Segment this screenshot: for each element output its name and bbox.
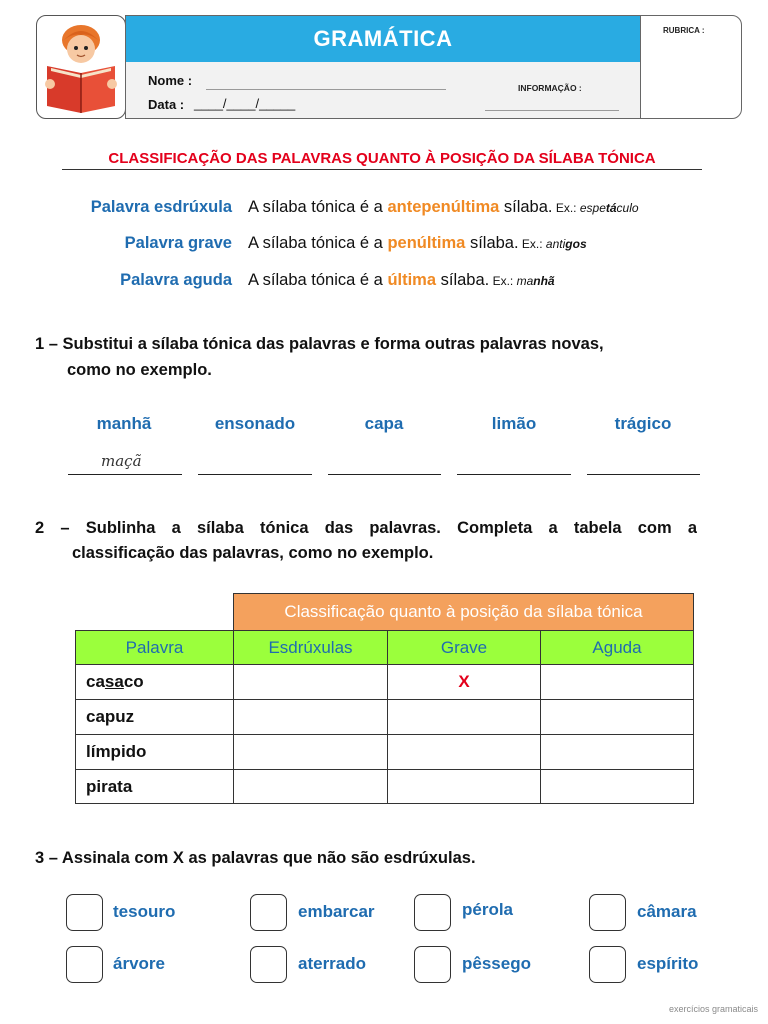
definition-text: [248, 196, 639, 219]
esdruxulas-cell[interactable]: [234, 700, 388, 735]
option-word: pérola: [462, 900, 514, 919]
source-word: trágico: [614, 414, 672, 433]
exercise-text: – Assinala com X as palavras que não são esdrúxulas.: [44, 849, 476, 867]
example-label: Ex.:: [552, 201, 580, 215]
header-box: [125, 15, 641, 119]
definition-text: [248, 232, 587, 255]
answer-line[interactable]: [68, 474, 182, 475]
underlined-syllable: sa: [104, 672, 124, 691]
exercise-text: – Substitui a sílaba tónica das palavras e forma outras palavras novas,: [44, 335, 604, 353]
definition-prefix: A sílaba tónica é a: [248, 198, 388, 216]
word-cell: [76, 700, 234, 735]
word-part: ca: [86, 672, 105, 691]
column-header: Grave: [388, 631, 541, 665]
aguda-cell[interactable]: [541, 700, 694, 735]
table-corner: [76, 594, 234, 631]
example-word: [517, 274, 555, 288]
source-word: manhã: [96, 414, 152, 433]
logo-box: [36, 15, 126, 119]
answer-line[interactable]: [587, 474, 700, 475]
definition-term: Palavra grave: [124, 234, 232, 252]
answer-line[interactable]: [328, 474, 441, 475]
definition-prefix: A sílaba tónica é a: [248, 234, 388, 252]
example-word: [580, 201, 639, 215]
grave-cell[interactable]: [388, 700, 541, 735]
word-cell: [76, 770, 234, 804]
answer-line[interactable]: [457, 474, 571, 475]
esdruxulas-cell[interactable]: [234, 665, 388, 700]
source-word: ensonado: [214, 414, 296, 433]
classification-table: [75, 593, 694, 804]
option-word: espírito: [637, 954, 699, 973]
footer-text: exercícios gramaticais: [668, 1004, 758, 1014]
example-stress: nhã: [533, 274, 555, 288]
option-word: árvore: [113, 954, 165, 973]
source-word: limão: [491, 414, 537, 433]
example-label: Ex.:: [489, 274, 517, 288]
example-answer: maçã: [101, 452, 142, 470]
info-label: INFORMAÇÃO :: [518, 83, 582, 93]
example-label: Ex.:: [518, 237, 546, 251]
example-pre: espe: [579, 201, 606, 215]
exercise-2-instruction-cont: classificação das palavras, como no exemplo.: [72, 544, 434, 562]
checkbox-icon[interactable]: [589, 894, 626, 931]
option-word: câmara: [637, 902, 697, 921]
option-word: embarcar: [298, 902, 375, 921]
page-title: GRAMÁTICA: [126, 16, 640, 62]
exercise-number: 2: [35, 519, 45, 537]
word-cell: [76, 665, 234, 700]
definition-suffix: sílaba.: [436, 271, 490, 289]
definition-highlight: última: [387, 271, 437, 289]
reading-boy-icon: [37, 16, 125, 118]
exercise-number: 1: [35, 335, 45, 353]
date-label: Data :: [148, 97, 185, 112]
date-field[interactable]: ____/____/_____: [194, 96, 296, 111]
source-word: capa: [364, 414, 404, 433]
checkbox-icon[interactable]: [589, 946, 626, 983]
table-row: [76, 700, 694, 735]
definition-term: Palavra aguda: [120, 271, 232, 289]
definition-term: Palavra esdrúxula: [90, 198, 232, 216]
definition-highlight: penúltima: [387, 234, 466, 252]
exercise-number: 3: [35, 849, 45, 867]
column-header: Palavra: [76, 631, 234, 665]
exercise-text: – Sublinha a sílaba tónica das palavras. Completa a tabela com a: [44, 519, 697, 537]
answer-line[interactable]: [198, 474, 312, 475]
name-label: Nome :: [148, 73, 193, 88]
table-row: [76, 770, 694, 804]
example-stress: gos: [565, 237, 587, 251]
grave-cell[interactable]: X: [388, 665, 541, 700]
checkbox-icon[interactable]: [66, 946, 103, 983]
exercise-1-instruction-cont: como no exemplo.: [67, 361, 212, 379]
exercise-3-instruction: [35, 847, 476, 869]
aguda-cell[interactable]: [541, 735, 694, 770]
rubric-box[interactable]: [640, 15, 742, 119]
esdruxulas-cell[interactable]: [234, 770, 388, 804]
table-header: Classificação quanto à posição da sílaba tónica: [234, 594, 694, 631]
info-field[interactable]: [485, 109, 619, 111]
checkbox-icon[interactable]: [414, 946, 451, 983]
exercise-2-instruction: [35, 517, 697, 539]
word-part: co: [123, 672, 144, 691]
definition-suffix: sílaba.: [465, 234, 519, 252]
example-post: culo: [616, 201, 639, 215]
grave-cell[interactable]: [388, 735, 541, 770]
grave-cell[interactable]: [388, 770, 541, 804]
section-heading: CLASSIFICAÇÃO DAS PALAVRAS QUANTO À POSIÇÃO DA SÍLABA TÓNICA: [62, 149, 702, 170]
aguda-cell[interactable]: [541, 770, 694, 804]
esdruxulas-cell[interactable]: [234, 735, 388, 770]
option-word: pêssego: [462, 954, 531, 973]
word-cell: [76, 735, 234, 770]
checkbox-icon[interactable]: [250, 946, 287, 983]
definition-text: [248, 269, 555, 292]
word-part: pirata: [86, 776, 133, 796]
aguda-cell[interactable]: [541, 665, 694, 700]
checkbox-icon[interactable]: [250, 894, 287, 931]
example-stress: tá: [605, 201, 617, 215]
option-word: aterrado: [298, 954, 367, 973]
word-part: límpido: [86, 742, 147, 761]
example-pre: anti: [545, 237, 566, 251]
exercise-1-instruction: [35, 333, 604, 355]
example-pre: ma: [516, 274, 534, 288]
definition-suffix: sílaba.: [499, 198, 553, 216]
example-word: [546, 237, 587, 251]
name-field[interactable]: [206, 88, 446, 90]
word-part: capuz: [86, 707, 135, 726]
option-word: tesouro: [113, 902, 176, 921]
table-row: [76, 735, 694, 770]
checkbox-icon[interactable]: [414, 894, 451, 931]
definition-prefix: A sílaba tónica é a: [248, 271, 388, 289]
column-header: Aguda: [541, 631, 694, 665]
definition-highlight: antepenúltima: [387, 198, 500, 216]
column-header: Esdrúxulas: [234, 631, 388, 665]
checkbox-icon[interactable]: [66, 894, 103, 931]
rubric-label: RUBRICA :: [663, 26, 705, 35]
table-row: [76, 665, 694, 700]
